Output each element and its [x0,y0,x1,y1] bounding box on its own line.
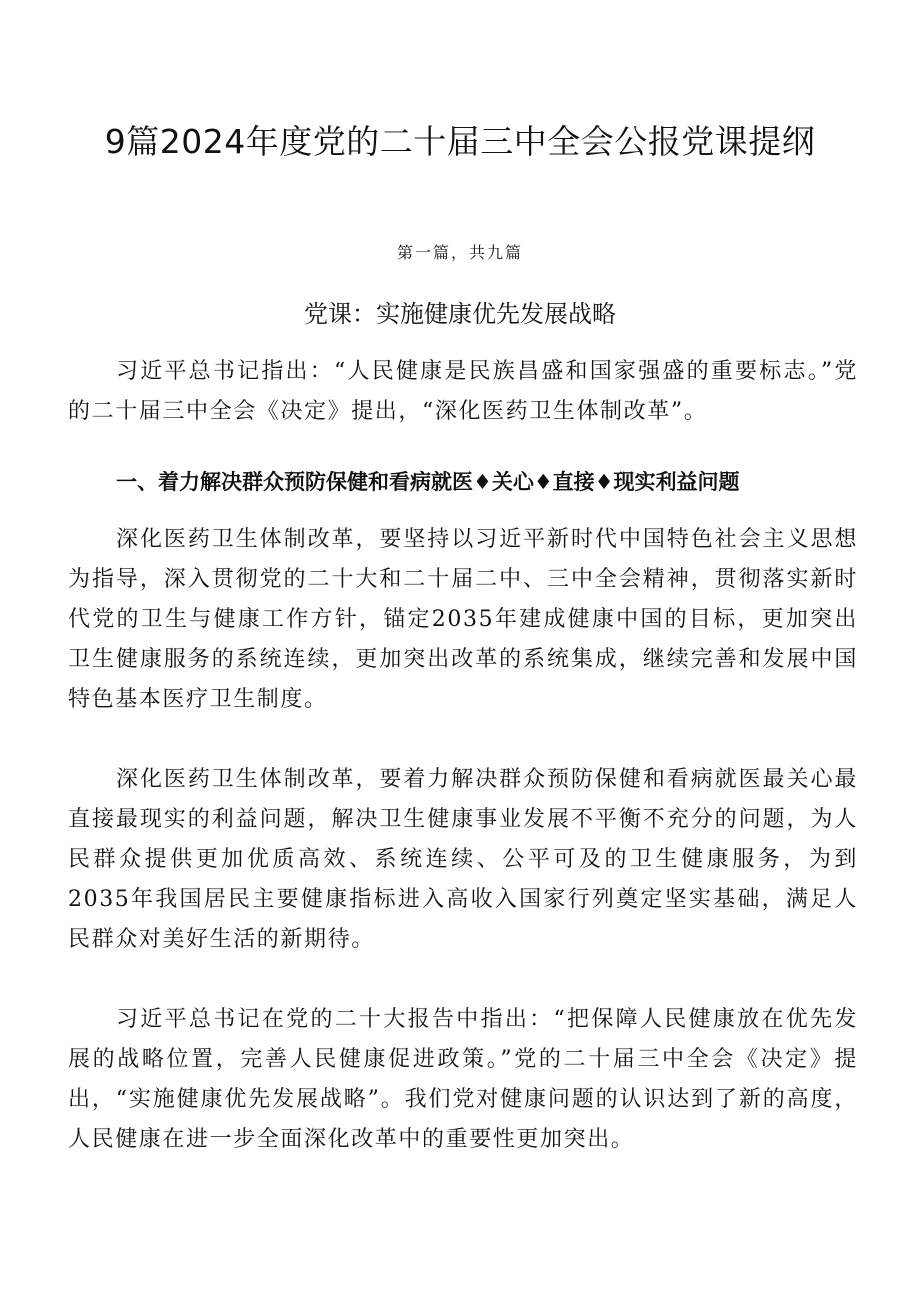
document-title: 9篇2024年度党的二十届三中全会公报党课提纲 [104,122,816,161]
paragraph-4: 习近平总书记在党的二十大报告中指出：“把保障人民健康放在优先发展的战略位置，完善人民健康促进政策。”党的二十届三中全会《决定》提出，“实施健康优先发展战略”。我们党对健康问题的认识达到了新的高度，人民健康在进一步全面深化改革中的重要性更加突出。 [68,1007,858,1152]
paragraph-3: 深化医药卫生体制改革，要着力解决群众预防保健和看病就医最关心最直接最现实的利益问题，解决卫生健康事业发展不平衡不充分的问题，为人民群众提供更加优质高效、系统连续、公平可及的卫生健康服务，为到2035年我国居民主要健康指标进入高收入国家行列奠定坚实基础，满足人民群众对美好生活的新期待。 [68,767,858,952]
paragraph-2: 深化医药卫生体制改革，要坚持以习近平新时代中国特色社会主义思想为指导，深入贯彻党的二十大和二十届二中、三中全会精神，贯彻落实新时代党的卫生与健康工作方针，锚定2035年建成健康中国的目标，更加突出卫生健康服务的系统连续，更加突出改革的系统集成，继续完善和发展中国特色基本医疗卫生制度。 [68,527,858,712]
paragraph-intro: 习近平总书记指出：“人民健康是民族昌盛和国家强盛的重要标志。”党的二十届三中全会《决定》提出，“深化医药卫生体制改革”。 [68,359,858,424]
section-title: 党课：实施健康优先发展战略 [304,300,616,328]
document-subtitle: 第一篇，共九篇 [396,243,523,262]
heading-1: 一、着力解决群众预防保健和看病就医♦关心♦直接♦现实利益问题 [116,470,740,494]
